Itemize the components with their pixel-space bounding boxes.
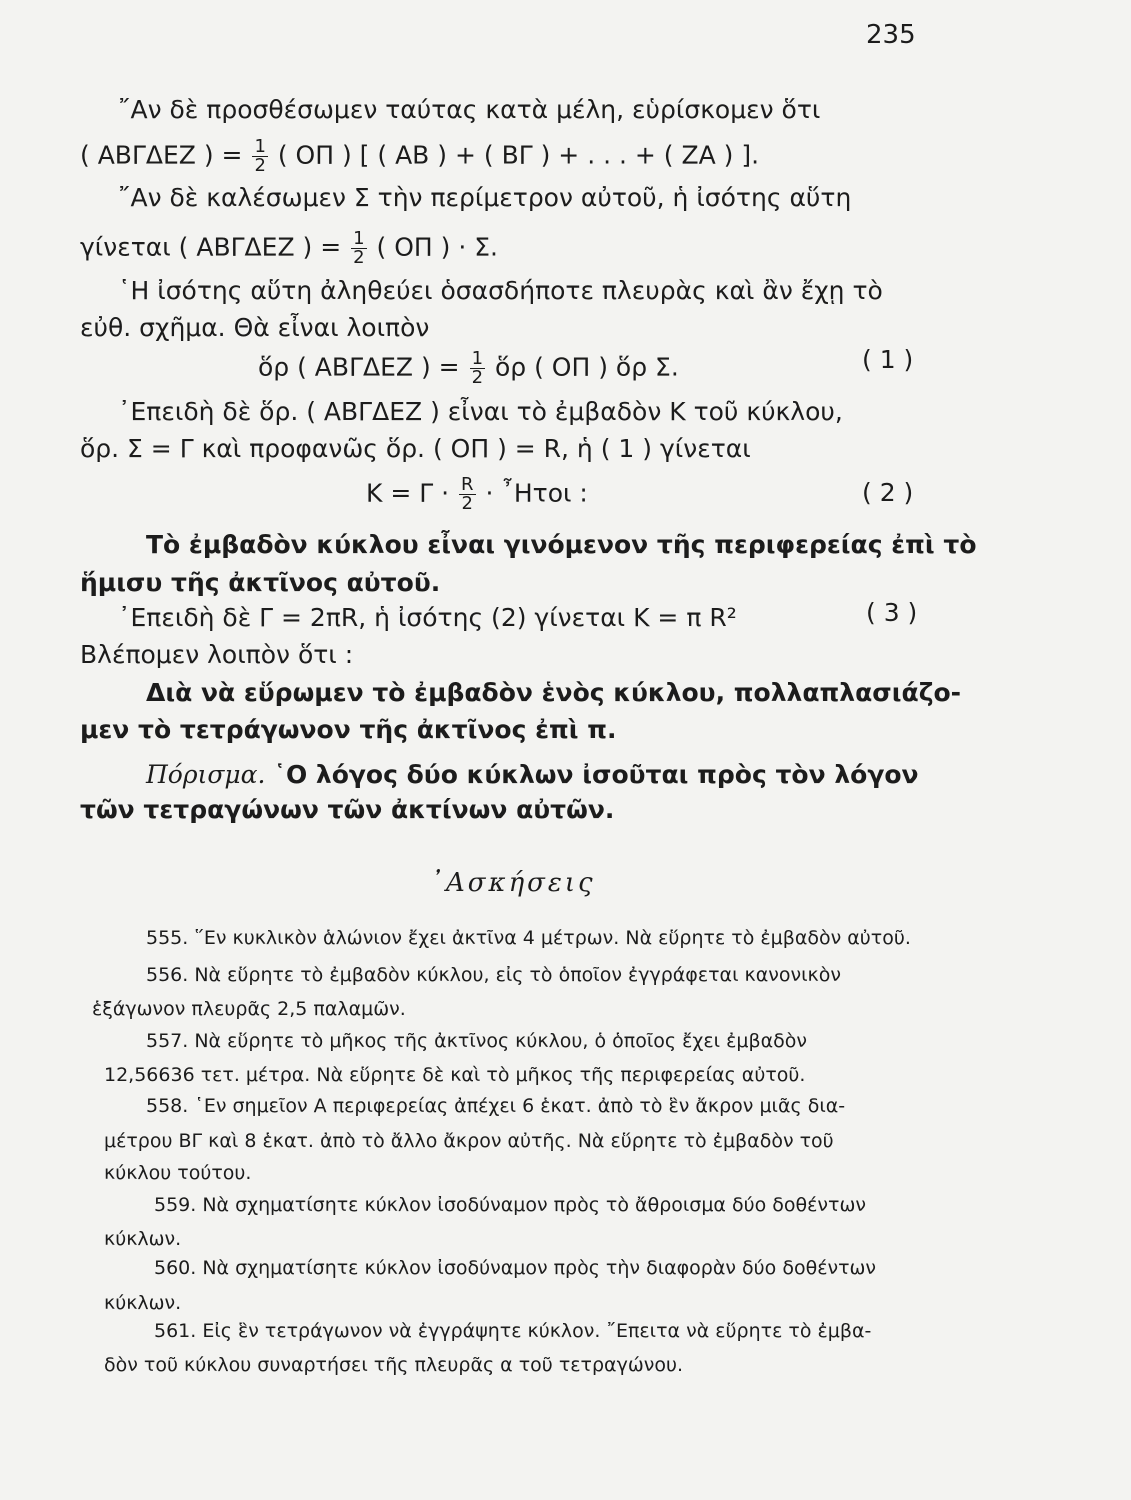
theorem-line: Τὸ ἐμβαδὸν κύκλου εἶναι γινόμενον τῆς περιφερείας ἐπὶ τὸ bbox=[146, 530, 977, 559]
corollary-text: ῾Ο λόγος δύο κύκλων ἰσοῦται πρὸς τὸν λόγον bbox=[273, 760, 919, 789]
equation-part: Κ = Γ · bbox=[366, 478, 450, 508]
equation-line bbox=[80, 138, 759, 175]
theorem-line: ἥμισυ τῆς ἀκτῖνος αὐτοῦ. bbox=[80, 568, 441, 597]
text-line: εὐθ. σχῆμα. Θὰ εἶναι λοιπὸν bbox=[80, 313, 430, 342]
exercise-line: ἑξάγωνον πλευρᾶς 2,5 παλαμῶν. bbox=[92, 998, 406, 1020]
text-line: ᾿Επειδὴ δὲ ὅρ. ( ΑΒΓΔΕΖ ) εἶναι τὸ ἐμβαδὸν Κ τοῦ κύκλου, bbox=[118, 397, 843, 426]
equation-number: ( 3 ) bbox=[866, 598, 918, 627]
exercise-line: δὸν τοῦ κύκλου συναρτήσει τῆς πλευρᾶς α τοῦ τετραγώνου. bbox=[104, 1354, 683, 1376]
exercise-line: κύκλων. bbox=[104, 1228, 182, 1250]
text-line: Βλέπομεν λοιπὸν ὅτι : bbox=[80, 640, 354, 669]
equation-line bbox=[366, 476, 588, 513]
text-line: ᾿Επειδὴ δὲ Γ = 2πR, ἡ ἰσότης (2) γίνεται Κ = π R² bbox=[118, 603, 737, 632]
text-line: ὅρ. Σ = Γ καὶ προφανῶς ὅρ. ( ΟΠ ) = R, ἡ ( 1 ) γίνεται bbox=[80, 434, 751, 463]
equation-line bbox=[80, 230, 498, 267]
exercise-line: 557. Νὰ εὕρητε τὸ μῆκος τῆς ἀκτῖνος κύκλου, ὁ ὁποῖος ἔχει ἐμβαδὸν bbox=[146, 1030, 807, 1052]
rule-line: Διὰ νὰ εὕρωμεν τὸ ἐμβαδὸν ἑνὸς κύκλου, πολλαπλασιάζο- bbox=[146, 678, 962, 707]
fraction-half: $\frac{1}{2}$ bbox=[254, 136, 266, 176]
fraction-half: $\frac{1}{2}$ bbox=[471, 348, 484, 388]
equation-part: ( ΟΠ ) · Σ. bbox=[376, 232, 498, 262]
equation-part: ὅρ ( ΑΒΓΔΕΖ ) = bbox=[258, 352, 460, 382]
exercise-line: κύκλου τούτου. bbox=[104, 1162, 252, 1184]
equation-number: ( 2 ) bbox=[862, 478, 914, 507]
page-number: 235 bbox=[866, 20, 916, 50]
exercise-line: 556. Νὰ εὕρητε τὸ ἐμβαδὸν κύκλου, εἰς τὸ ὁποῖον ἐγγράφεται κανονικὸν bbox=[146, 964, 841, 986]
equation-line bbox=[258, 350, 679, 387]
exercise-line: μέτρου ΒΓ καὶ 8 ἑκατ. ἀπὸ τὸ ἄλλο ἄκρον αὐτῆς. Νὰ εὕρητε τὸ ἐμβαδὸν τοῦ bbox=[104, 1130, 834, 1152]
equation-part: · ῏Ητοι : bbox=[485, 478, 588, 508]
exercise-line: 555. ῞Εν κυκλικὸν ἁλώνιον ἔχει ἀκτῖνα 4 μέτρων. Νὰ εὕρητε τὸ ἐμβαδὸν αὐτοῦ. bbox=[146, 927, 911, 949]
corollary-label: Πόρισμα. bbox=[146, 760, 266, 789]
exercises-title: ᾿Ασκήσεις bbox=[430, 868, 596, 898]
fraction-r-half: $\frac{R}{2}$ bbox=[461, 474, 474, 514]
equation-number: ( 1 ) bbox=[862, 345, 914, 374]
exercise-line: 12,56636 τετ. μέτρα. Νὰ εὕρητε δὲ καὶ τὸ μῆκος τῆς περιφερείας αὐτοῦ. bbox=[104, 1064, 806, 1086]
equation-part: ὅρ ( ΟΠ ) ὅρ Σ. bbox=[494, 352, 679, 382]
corollary-line: τῶν τετραγώνων τῶν ἀκτίνων αὐτῶν. bbox=[80, 795, 615, 824]
exercise-line: κύκλων. bbox=[104, 1292, 182, 1314]
exercise-line: 561. Εἰς ἓν τετράγωνον νὰ ἐγγράψητε κύκλον. ῎Επειτα νὰ εὕρητε τὸ ἐμβα- bbox=[154, 1320, 872, 1342]
text-line: ῎Αν δὲ προσθέσωμεν ταύτας κατὰ μέλη, εὑρίσκομεν ὅτι bbox=[118, 95, 821, 124]
exercise-line: 558. ῾Εν σημεῖον Α περιφερείας ἀπέχει 6 ἑκατ. ἀπὸ τὸ ἓν ἄκρον μιᾶς δια- bbox=[146, 1095, 846, 1117]
rule-line: μεν τὸ τετράγωνον τῆς ἀκτῖνος ἐπὶ π. bbox=[80, 715, 617, 744]
exercise-line: 559. Νὰ σχηματίσητε κύκλον ἰσοδύναμον πρὸς τὸ ἄθροισμα δύο δοθέντων bbox=[154, 1194, 866, 1216]
text-line: ῾Η ἰσότης αὕτη ἀληθεύει ὁσασδήποτε πλευρὰς καὶ ἂν ἔχῃ τὸ bbox=[118, 276, 883, 305]
fraction-half: $\frac{1}{2}$ bbox=[353, 228, 365, 268]
text-line: ῎Αν δὲ καλέσωμεν Σ τὴν περίμετρον αὐτοῦ, ἡ ἰσότης αὕτη bbox=[118, 183, 852, 212]
equation-part: ( ΑΒΓΔΕΖ ) = bbox=[80, 140, 243, 170]
equation-part: ( ΟΠ ) [ ( ΑΒ ) + ( ΒΓ ) + . . . + ( ΖΑ ) ]. bbox=[277, 140, 760, 170]
equation-part: γίνεται ( ΑΒΓΔΕΖ ) = bbox=[80, 232, 342, 262]
exercise-line: 560. Νὰ σχηματίσητε κύκλον ἰσοδύναμον πρὸς τὴν διαφορὰν δύο δοθέντων bbox=[154, 1257, 877, 1279]
corollary-line bbox=[146, 760, 919, 790]
